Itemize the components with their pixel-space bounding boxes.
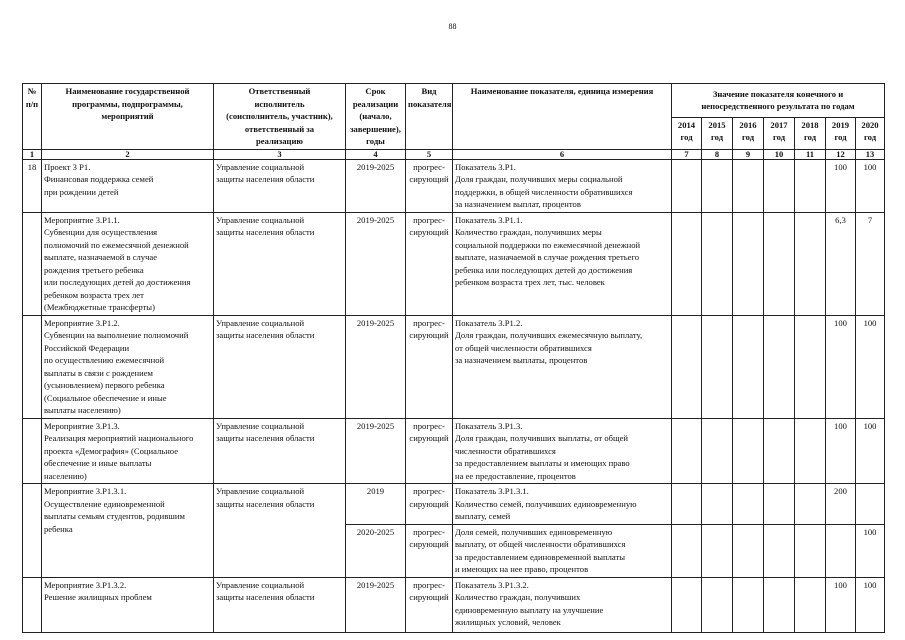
table-row [23, 212, 885, 315]
implementation-term: 2019-2025 [346, 577, 406, 632]
value-2014 [672, 159, 702, 212]
row-number [23, 484, 42, 578]
responsible-executor: Управление социальной защиты населения области [214, 315, 346, 418]
value-2016 [733, 212, 764, 315]
implementation-term: 2019-2025 [346, 159, 406, 212]
row-number [23, 212, 42, 315]
row-number: 18 [23, 159, 42, 212]
value-2019: 200 [826, 484, 856, 525]
value-2020 [856, 484, 885, 525]
value-2017 [764, 577, 795, 632]
indicator-name: Доля семей, получивших единовременную выплату, от общей численности обратившихся за предоставлением единовременной выплаты и имеющих на нее право, процентов [453, 524, 672, 577]
header-year: 2014 год [672, 117, 702, 149]
value-2018 [795, 159, 826, 212]
column-number: 11 [795, 149, 826, 159]
column-number: 8 [702, 149, 733, 159]
value-2018 [795, 315, 826, 418]
column-number: 3 [214, 149, 346, 159]
header-responsible: Ответственный исполнитель (соисполнитель, участник), ответственный за реализацию [214, 84, 346, 150]
header-term: Срок реализации (начало, завершение), годы [346, 84, 406, 150]
value-2017 [764, 315, 795, 418]
value-2015 [702, 577, 733, 632]
value-2019: 6,3 [826, 212, 856, 315]
indicator-type: прогрес- сирующий [406, 315, 453, 418]
responsible-executor: Управление социальной защиты населения области [214, 159, 346, 212]
measure-name: Мероприятие 3.Р1.3.2. Решение жилищных проблем [42, 577, 214, 632]
value-2014 [672, 212, 702, 315]
value-2020: 100 [856, 577, 885, 632]
column-number: 7 [672, 149, 702, 159]
value-2017 [764, 418, 795, 484]
row-number [23, 315, 42, 418]
indicator-name: Показатель 3.Р1.3. Доля граждан, получивших выплаты, от общей численности обратившихся за предоставлением выплаты и имеющих право на ее предоставление, процентов [453, 418, 672, 484]
header-year: 2020 год [856, 117, 885, 149]
header-year: 2016 год [733, 117, 764, 149]
value-2016 [733, 159, 764, 212]
value-2014 [672, 418, 702, 484]
value-2017 [764, 484, 795, 525]
header-name: Наименование государственной программы, подпрограммы, мероприятий [42, 84, 214, 150]
responsible-executor: Управление социальной защиты населения области [214, 418, 346, 484]
program-indicators-table [22, 83, 885, 633]
header-year: 2015 год [702, 117, 733, 149]
value-2018 [795, 577, 826, 632]
indicator-type: прогрес- сирующий [406, 577, 453, 632]
indicator-type: прогрес- сирующий [406, 524, 453, 577]
measure-name: Проект 3 Р1. Финансовая поддержка семей при рождении детей [42, 159, 214, 212]
value-2019: 100 [826, 418, 856, 484]
value-2016 [733, 418, 764, 484]
implementation-term: 2019-2025 [346, 315, 406, 418]
value-2019: 100 [826, 159, 856, 212]
column-number: 2 [42, 149, 214, 159]
implementation-term: 2020-2025 [346, 524, 406, 577]
indicator-type: прогрес- сирующий [406, 159, 453, 212]
column-number: 6 [453, 149, 672, 159]
value-2014 [672, 524, 702, 577]
table-row [23, 315, 885, 418]
column-number: 10 [764, 149, 795, 159]
table-row [23, 484, 885, 525]
header-indicator-type: Вид показателя [406, 84, 453, 150]
measure-name: Мероприятие 3.Р1.1. Субвенции для осуществления полномочий по ежемесячной денежной выплате, назначаемой в случае рождения третьего ребенка или последующих детей до достижения ребенком возраста трех лет (Межбюджетные трансферты) [42, 212, 214, 315]
value-2016 [733, 524, 764, 577]
header-year: 2019 год [826, 117, 856, 149]
row-number [23, 418, 42, 484]
value-2018 [795, 524, 826, 577]
value-2018 [795, 418, 826, 484]
implementation-term: 2019 [346, 484, 406, 525]
responsible-executor: Управление социальной защиты населения области [214, 577, 346, 632]
table-row [23, 418, 885, 484]
value-2015 [702, 418, 733, 484]
column-number: 5 [406, 149, 453, 159]
header-indicator-name: Наименование показателя, единица измерения [453, 84, 672, 150]
indicator-name: Показатель 3.Р1.3.2. Количество граждан, получивших единовременную выплату на улучшение жилищных условий, человек [453, 577, 672, 632]
measure-name: Мероприятие 3.Р1.3.1. Осуществление единовременной выплаты семьям студентов, родившим ребенка [42, 484, 214, 578]
value-2015 [702, 524, 733, 577]
header-num: № п/п [23, 84, 42, 150]
value-2020: 100 [856, 524, 885, 577]
implementation-term: 2019-2025 [346, 418, 406, 484]
value-2014 [672, 577, 702, 632]
value-2019: 100 [826, 577, 856, 632]
implementation-term: 2019-2025 [346, 212, 406, 315]
column-number: 9 [733, 149, 764, 159]
value-2019 [826, 524, 856, 577]
measure-name: Мероприятие 3.Р1.3. Реализация мероприятий национального проекта «Демография» (Социальное обеспечение и иные выплаты населению) [42, 418, 214, 484]
header-values: Значение показателя конечного и непосредственного результата по годам [672, 84, 885, 118]
header-year: 2018 год [795, 117, 826, 149]
value-2016 [733, 577, 764, 632]
row-number [23, 577, 42, 632]
value-2015 [702, 484, 733, 525]
value-2020: 100 [856, 159, 885, 212]
header-year: 2017 год [764, 117, 795, 149]
value-2018 [795, 484, 826, 525]
value-2017 [764, 524, 795, 577]
responsible-executor: Управление социальной защиты населения области [214, 484, 346, 578]
table-row [23, 577, 885, 632]
column-number: 13 [856, 149, 885, 159]
column-number: 12 [826, 149, 856, 159]
indicator-name: Показатель 3.Р1.1. Количество граждан, получивших меры социальной поддержки по ежемесячной денежной выплате, назначаемой в случае рождения третьего ребенка или последующих детей до достижения ребенком возраста трех лет, тыс. человек [453, 212, 672, 315]
indicator-name: Показатель 3.Р1.2. Доля граждан, получивших ежемесячную выплату, от общей численности обратившихся за назначением выплаты, процентов [453, 315, 672, 418]
page-number: 88 [448, 22, 457, 31]
value-2016 [733, 315, 764, 418]
value-2019: 100 [826, 315, 856, 418]
value-2017 [764, 212, 795, 315]
measure-name: Мероприятие 3.Р1.2. Субвенции на выполнение полномочий Российской Федерации по осуществлению ежемесячной выплаты в связи с рождением (усыновлением) первого ребенка (Социальное обеспечение и иные выплаты населению) [42, 315, 214, 418]
value-2014 [672, 315, 702, 418]
indicator-name: Показатель 3.Р1.3.1. Количество семей, получивших единовременную выплату, семей [453, 484, 672, 525]
value-2017 [764, 159, 795, 212]
indicator-type: прогрес- сирующий [406, 212, 453, 315]
value-2018 [795, 212, 826, 315]
indicator-name: Показатель 3.Р1. Доля граждан, получивших меры социальной поддержки, в общей численности обратившихся за назначением выплат, процентов [453, 159, 672, 212]
value-2015 [702, 212, 733, 315]
value-2020: 100 [856, 315, 885, 418]
value-2014 [672, 484, 702, 525]
value-2016 [733, 484, 764, 525]
indicator-type: прогрес- сирующий [406, 418, 453, 484]
responsible-executor: Управление социальной защиты населения области [214, 212, 346, 315]
table-row [23, 159, 885, 212]
value-2015 [702, 315, 733, 418]
indicator-type: прогрес- сирующий [406, 484, 453, 525]
value-2020: 7 [856, 212, 885, 315]
column-number: 4 [346, 149, 406, 159]
value-2020: 100 [856, 418, 885, 484]
value-2015 [702, 159, 733, 212]
column-number: 1 [23, 149, 42, 159]
